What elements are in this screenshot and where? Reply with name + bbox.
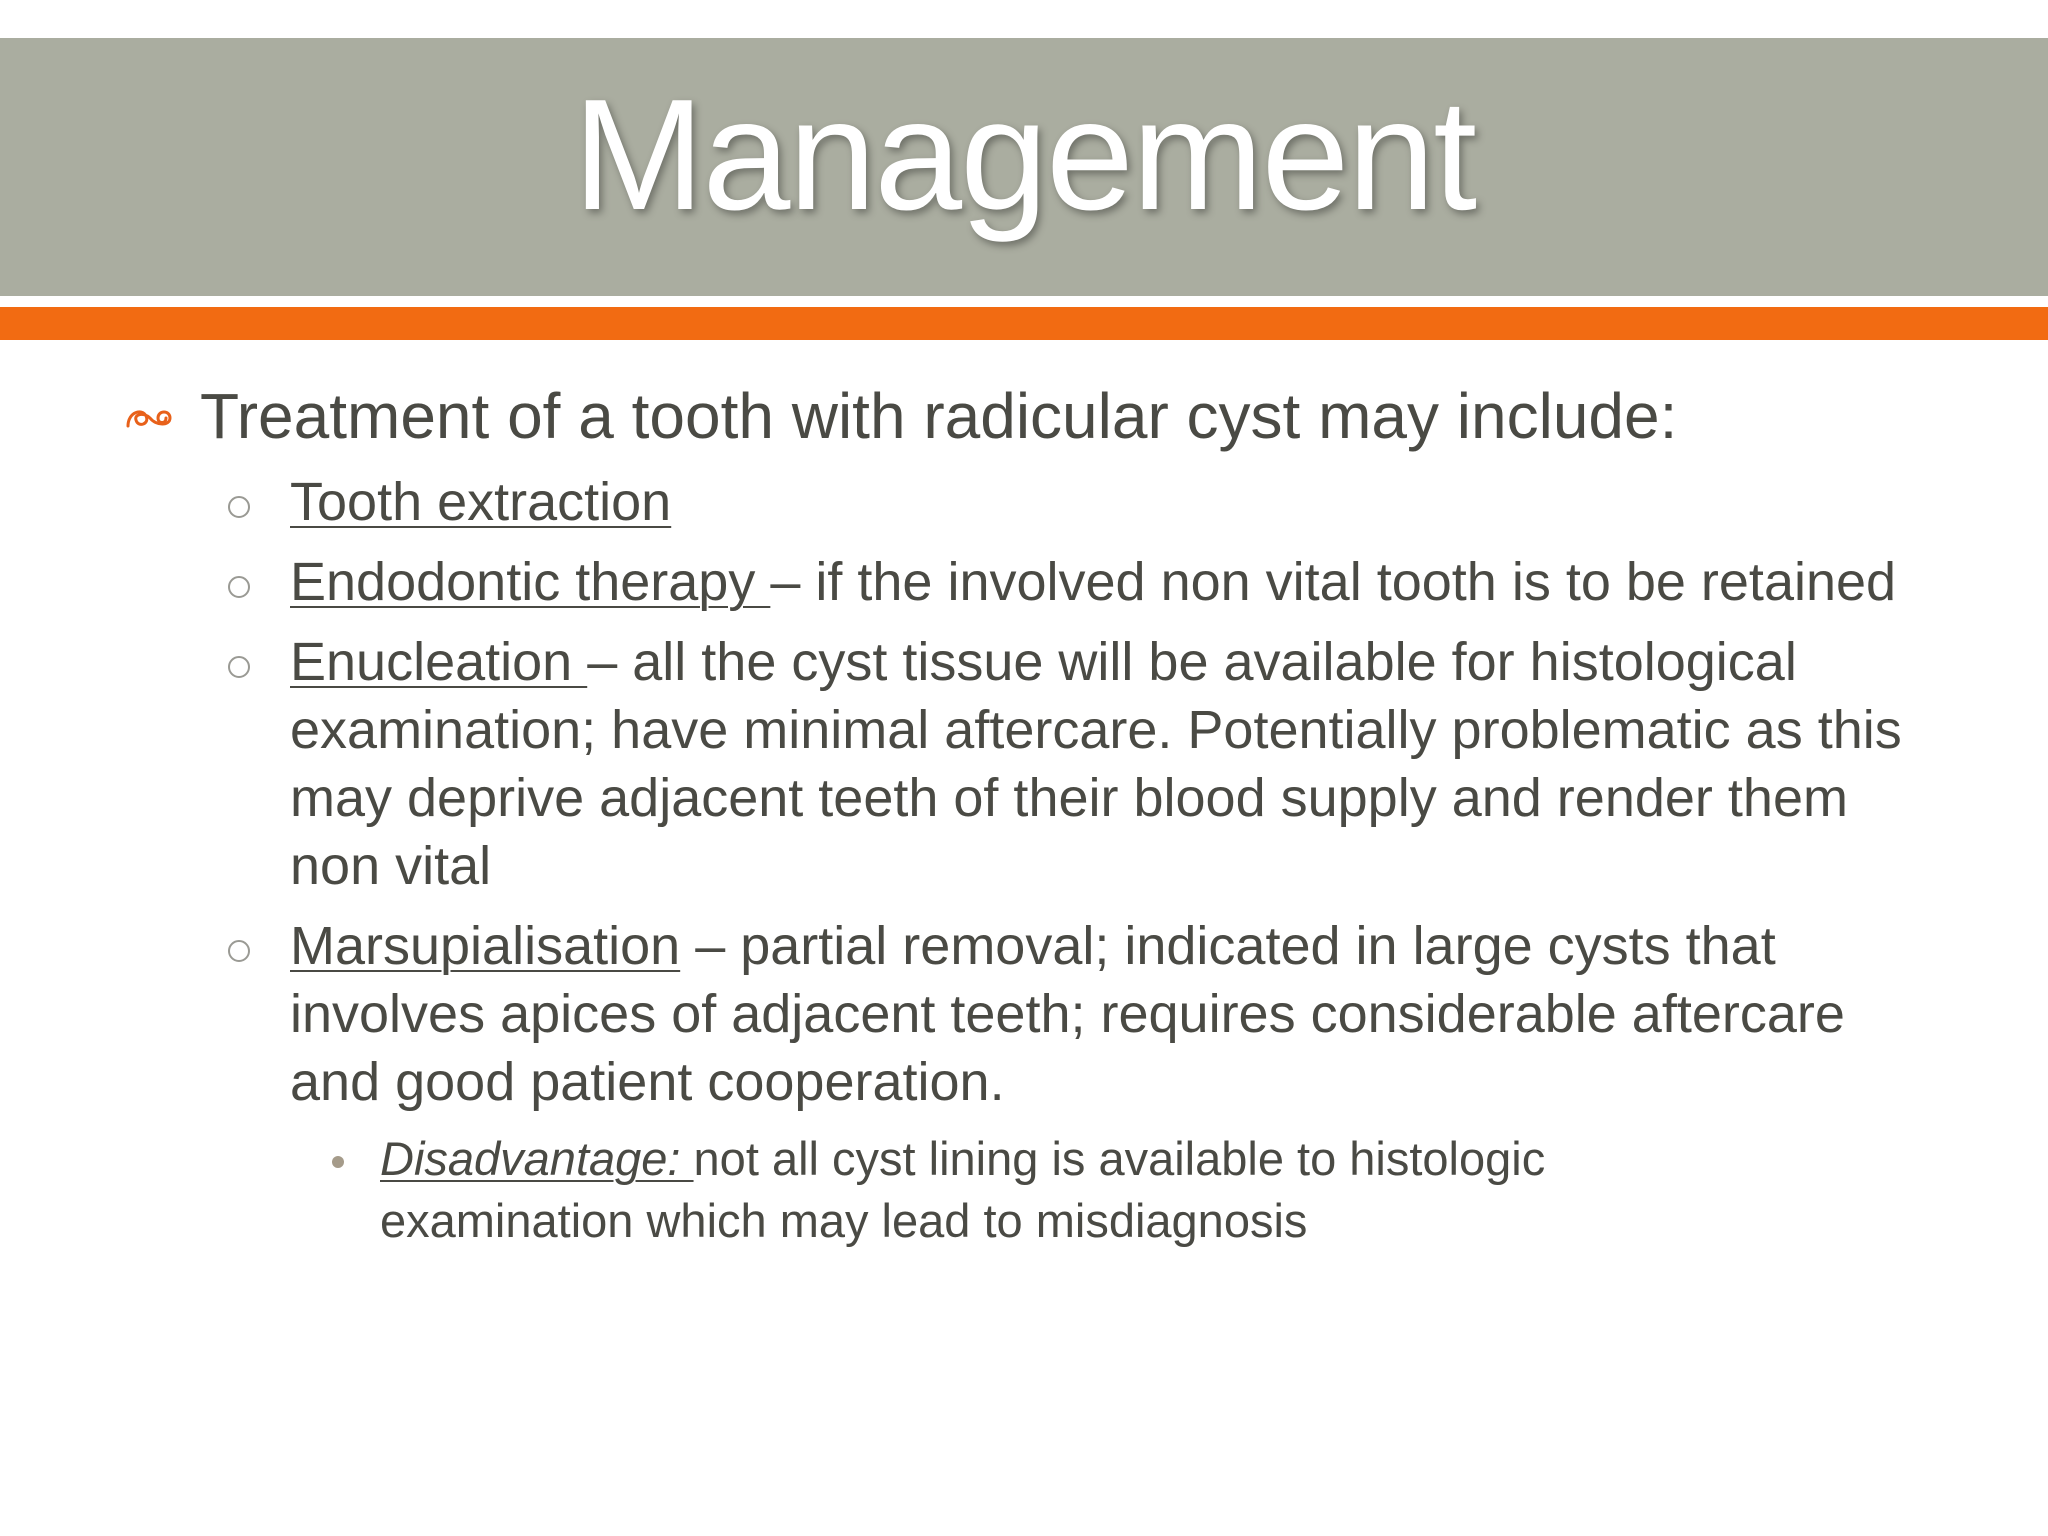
swirl-icon — [124, 404, 174, 434]
sub-list-item — [0, 1128, 1710, 1252]
dot-icon — [332, 1156, 344, 1168]
subitem-term: Disadvantage: — [380, 1132, 694, 1185]
item-term: Tooth extraction — [290, 472, 672, 532]
list-item — [0, 468, 1910, 536]
hollow-circle-icon — [228, 656, 250, 678]
item-term: Enucleation — [290, 632, 588, 692]
title-band — [0, 38, 2048, 296]
list-item — [0, 628, 1910, 900]
item-text: – if the involved non vital tooth is to be retained — [770, 552, 1897, 612]
accent-bar — [0, 307, 2048, 340]
hollow-circle-icon — [228, 576, 250, 598]
item-term: Marsupialisation — [290, 916, 681, 976]
list-item — [0, 548, 1910, 616]
hollow-circle-icon — [228, 496, 250, 518]
item-text: – all the cyst tissue will be available for histological examination; have minimal aftercare. Potentially problematic as this may deprive adjacent teeth of their blood supply and render them non vital — [290, 632, 1902, 896]
intro-text: Treatment of a tooth with radicular cyst may include: — [200, 380, 1678, 452]
slide-title: Management — [572, 67, 1476, 243]
item-term: Endodontic therapy — [290, 552, 771, 612]
treatment-list — [0, 468, 2048, 1252]
item-text: – partial removal; indicated in large cysts that involves apices of adjacent teeth; requires considerable aftercare and good patient cooperation. — [290, 916, 1845, 1112]
hollow-circle-icon — [228, 940, 250, 962]
list-item — [0, 912, 1910, 1116]
subitem-text: not all cyst lining is available to histologic examination which may lead to misdiagnosis — [380, 1132, 1546, 1247]
